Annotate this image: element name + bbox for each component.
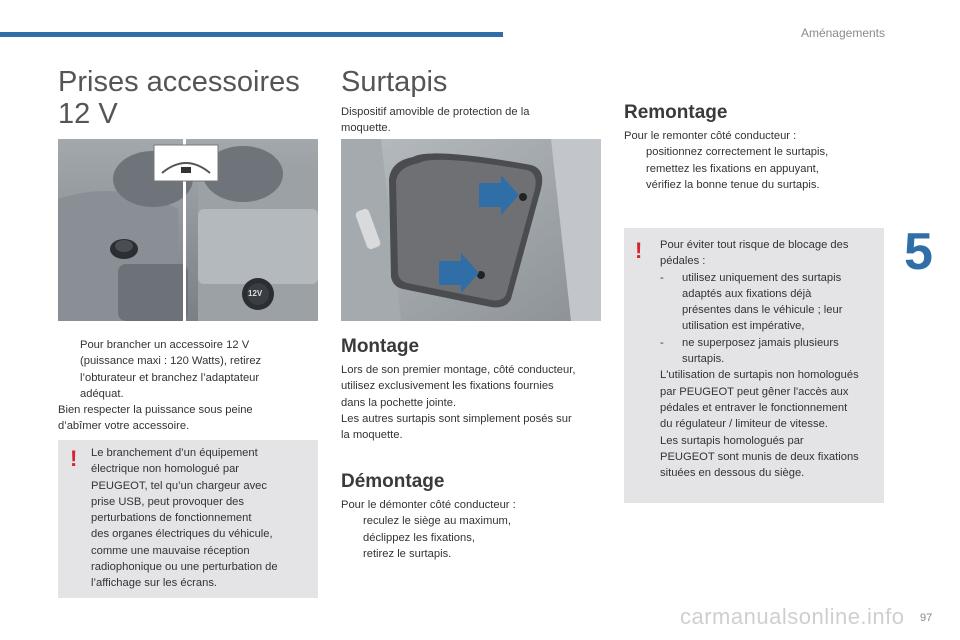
header-accent-bar [0, 32, 503, 37]
list-item: déclippez les fixations, [363, 531, 475, 544]
watermark: carmanualsonline.info [680, 604, 905, 629]
warning-icon: ! [635, 238, 643, 263]
title-surtapis: Surtapis [341, 66, 448, 98]
warning-box-surtapis [624, 228, 884, 503]
warning-text: Le branchement d’un équipement électrique non homologué par PEUGEOT, tel qu’un chargeur avec prise USB, peut provoquer des perturbations de fonctionnement des organes électriques du véhicule, comme une mauvaise réception radiophonique ou une perturbation de l’affichage sur les écrans. [91, 447, 278, 590]
list-item: vérifiez la bonne tenue du surtapis. [646, 178, 820, 191]
list-item: Pour brancher un accessoire 12 V (puissance maxi : 120 Watts), retirez l’obturateur et branchez l’adaptateur adéquat. [58, 337, 318, 402]
socket-label: 12V [248, 289, 263, 298]
heading-demontage: Démontage [341, 471, 445, 492]
bullet-mark [58, 337, 80, 402]
warning-text: Pour éviter tout risque de blocage des pédales : - utilisez uniquement des surtapis adaptés aux fixations déjà présentes dans le véhicule ; leur utilisation est impérative, - ne superposez jamais plusieurs surtapis. L'utilisation de surtapis non homologués par PEUGEOT peut gêner l'accès aux pédales et entraver le fonctionnement du régulateur / limiteur de vitesse. Les surtapis homologués par PEUGEOT sont munis de deux fixations situées en dessous du siège. [660, 237, 882, 481]
montage-text: Lors de son premier montage, côté conducteur, utilisez exclusivement les fixations fournies dans la pochette jointe. Les autres surtapis sont simplement posés sur la moquette. [341, 364, 576, 442]
photo-12v-socket [58, 139, 318, 321]
title-line-1: Prises accessoires [58, 66, 300, 98]
left-body-text: Pour brancher un accessoire 12 V (puissance maxi : 120 Watts), retirez l’obturateur et branchez l’adaptateur adéquat. Bien respecter la puissance sous peine d’abîmer votre accessoire. [58, 337, 318, 435]
demontage-text: Pour le démonter côté conducteur : reculez le siège au maximum, déclippez les fixations, retirez le surtapis. [341, 497, 601, 562]
list-item: reculez le siège au maximum, [363, 515, 511, 528]
photo-floor-mat [341, 139, 601, 321]
heading-remontage: Remontage [624, 102, 728, 123]
section-name: Aménagements [800, 26, 885, 40]
remontage-text: Pour le remonter côté conducteur : positionnez correctement le surtapis, remettez les fixations en appuyant, vérifiez la bonne tenue du surtapis. [624, 128, 884, 193]
surtapis-intro: Dispositif amovible de protection de la moquette. [341, 106, 530, 135]
page-number: 97 [920, 612, 933, 624]
chapter-number: 5 [904, 223, 933, 281]
socket-illustration [58, 139, 318, 321]
dash-item: - utilisez uniquement des surtapis adaptés aux fixations déjà présentes dans le véhicule ; leur utilisation est impérative, [660, 271, 843, 333]
floor-mat-illustration [341, 139, 601, 321]
warning-box-12v [58, 440, 318, 598]
list-item: remettez les fixations en appuyant, [646, 162, 819, 175]
title-prises-accessoires [58, 66, 300, 130]
dash-item: - ne superposez jamais plusieurs surtapis. [660, 336, 839, 366]
list-item: positionnez correctement le surtapis, [646, 146, 829, 159]
heading-montage: Montage [341, 336, 420, 357]
title-line-2: 12 V [58, 98, 118, 130]
warning-icon: ! [70, 446, 78, 471]
list-item: retirez le surtapis. [363, 547, 452, 560]
